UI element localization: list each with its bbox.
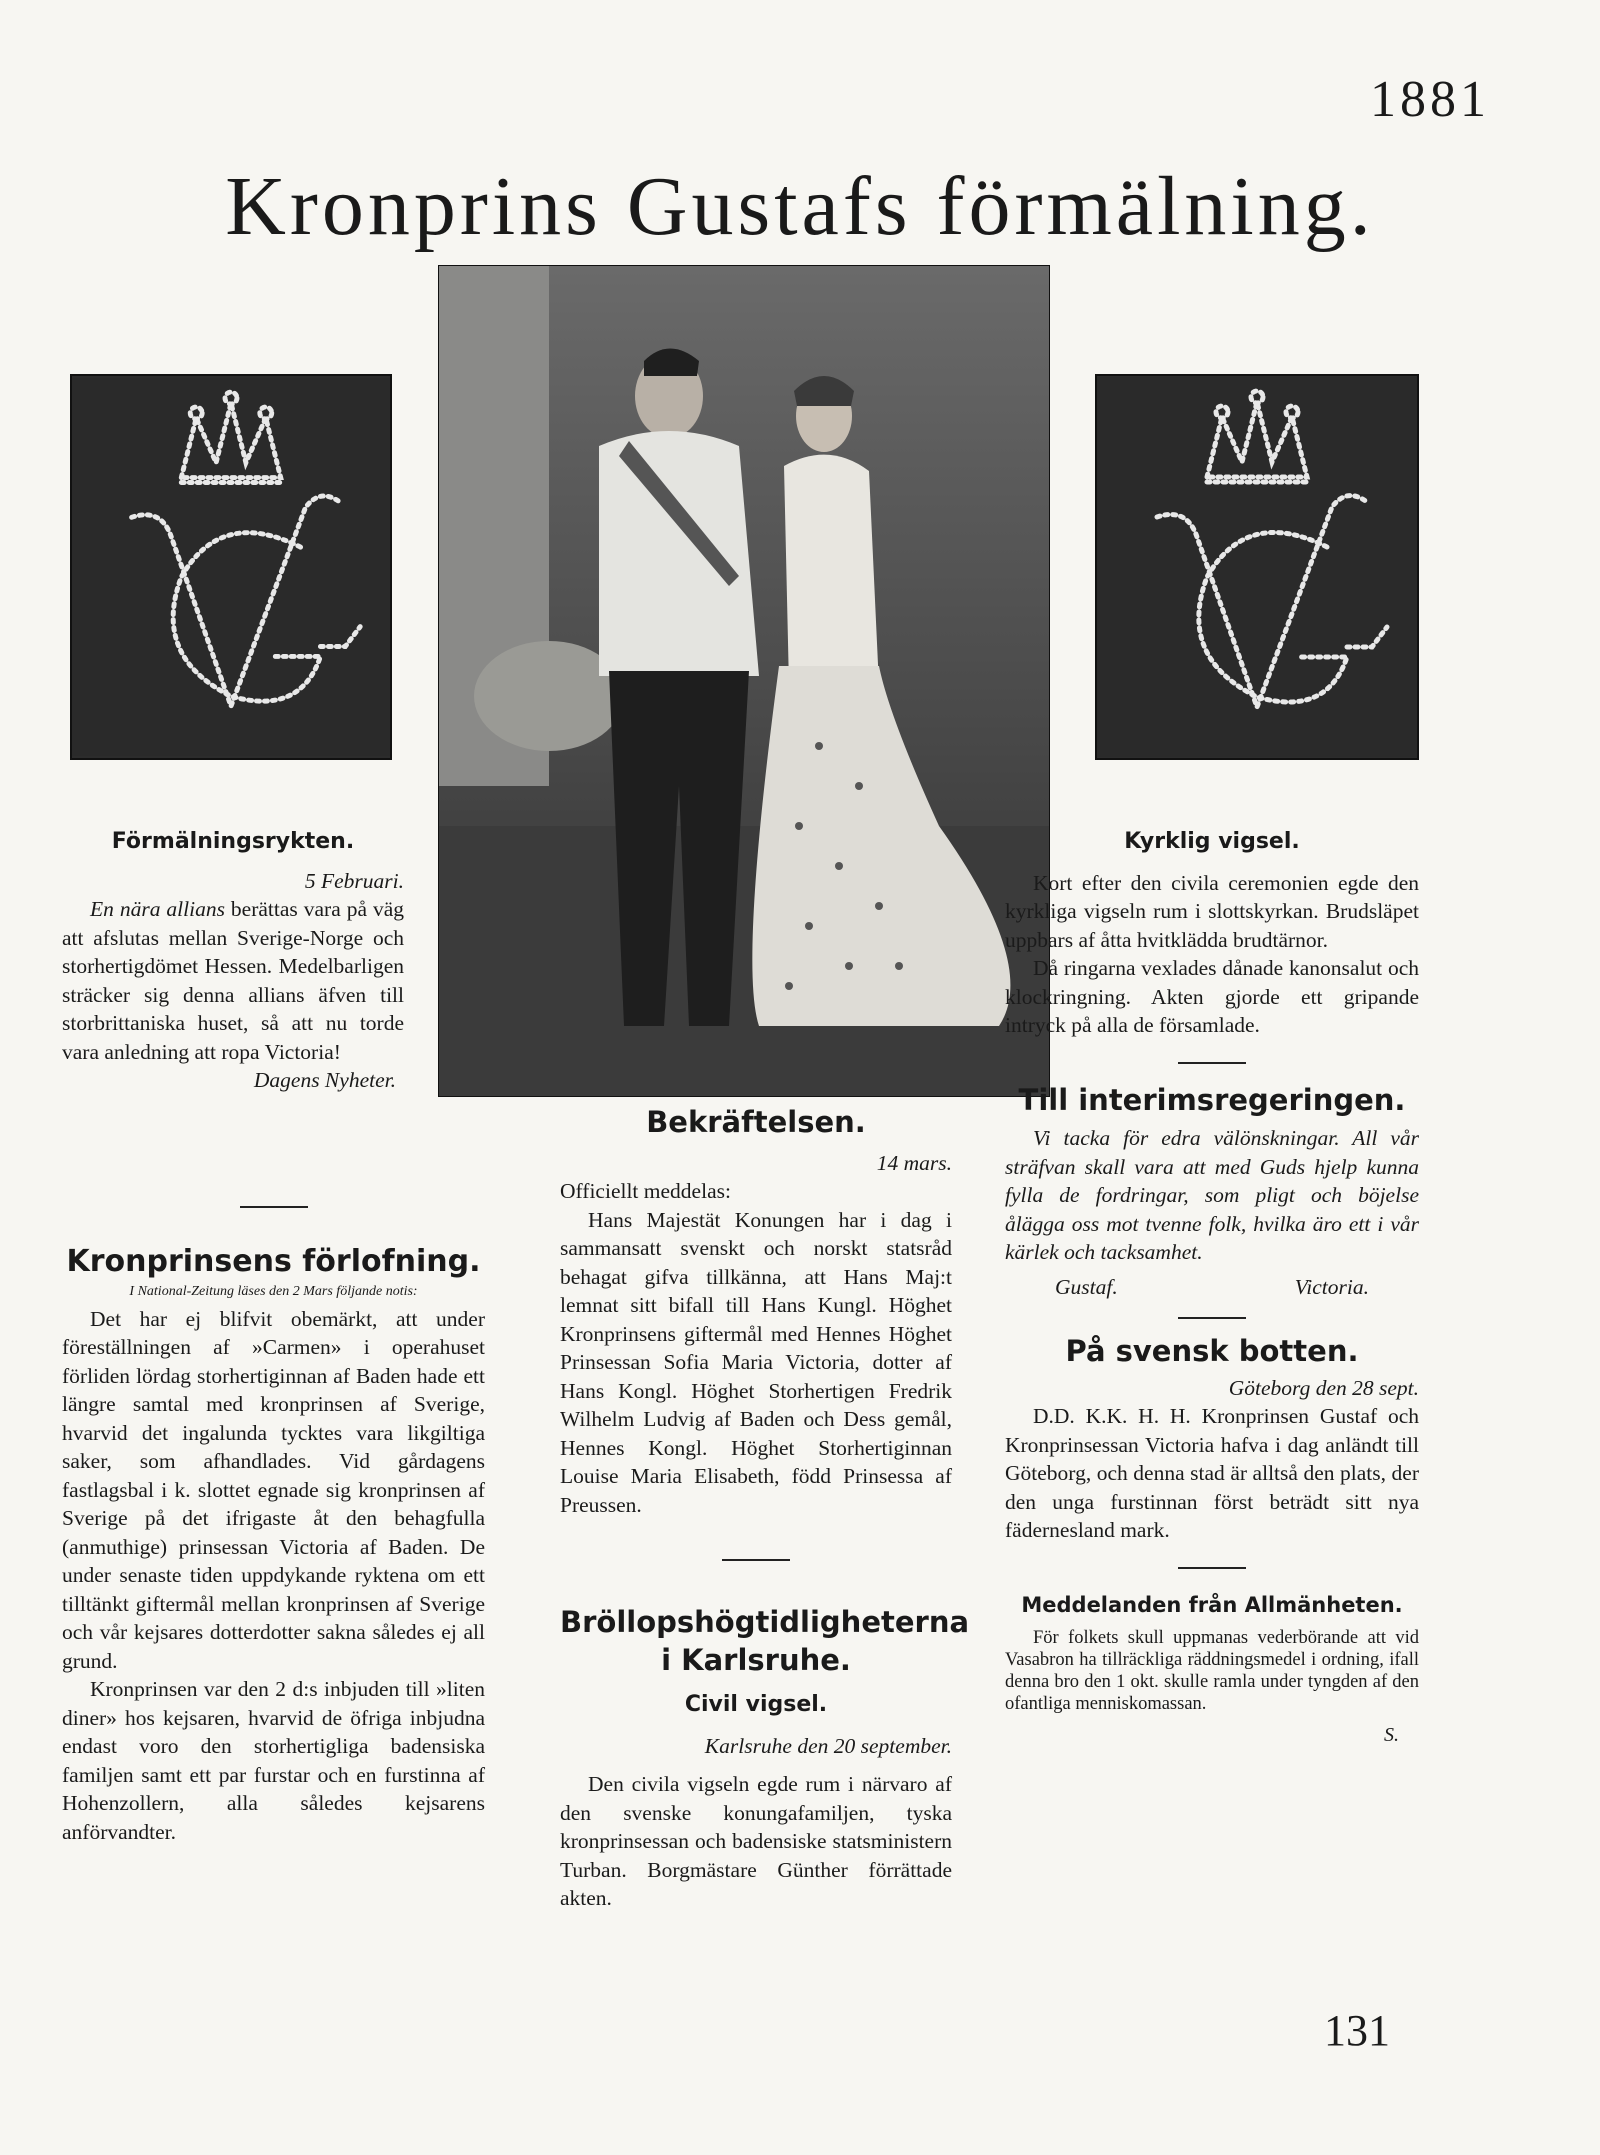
signature-row bbox=[1005, 1273, 1419, 1302]
section-heading: Förmälningsrykten. bbox=[111, 829, 355, 854]
section-heading bbox=[560, 1603, 970, 1679]
section-paragraph: D.D. K.K. H. H. Kronprinsen Gustaf och Kronprinsessan Victoria hafva i dag anländt till Göteborg, och denna stad är alltså den plats, der den unga furstinnan först beträdt sitt nya fädernesland mark. bbox=[1005, 1404, 1419, 1542]
source-attribution: Dagens Nyheter. bbox=[253, 1068, 396, 1092]
section-intro: Officiellt meddelas: bbox=[560, 1179, 731, 1203]
section-date: Göteborg den 28 sept. bbox=[1228, 1375, 1419, 1400]
section-heading: Kronprinsens förlofning. bbox=[66, 1244, 481, 1279]
section-paragraph: Kort efter den civila ceremonien egde den kyrkliga vigseln rum i slottskyrkan. Brudsläpet uppbars af åtta hvitklädda brudtärnor. bbox=[1005, 870, 1419, 952]
section-paragraph: Den civila vigseln egde rum i närvaro af den svenske konungafamiljen, tyska kronprinsessan och badensiske statsministern Turban. Borgmästare Günther förrättade akten. bbox=[560, 1772, 952, 1910]
section-paragraph: Kronprinsen var den 2 d:s inbjuden till »liten diner» hos kejsaren, hvarvid de öfriga inbjudna endast voro den storhertigliga badensiska familjen samt ett par furstar och en furstinna af Hohenzollern, alla således kejsarens anförvandter. bbox=[62, 1677, 485, 1844]
section-heading: Bekräftelsen. bbox=[646, 1105, 866, 1139]
section-divider bbox=[1178, 1062, 1246, 1064]
section-paragraph: Då ringarna vexlades dånade kanonsalut och klockringning. Akten gjorde ett gripande intryck på alla de församlade. bbox=[1005, 956, 1419, 1037]
wedding-portrait-photo bbox=[438, 265, 1050, 1097]
page-title: Kronprins Gustafs förmälning. bbox=[225, 160, 1375, 253]
section-date: 14 mars. bbox=[876, 1150, 952, 1175]
left-monogram-image bbox=[70, 374, 392, 760]
section-divider bbox=[1178, 1567, 1246, 1569]
section-heading: Meddelanden från Allmänheten. bbox=[1021, 1592, 1403, 1617]
section-paragraph: Vi tacka för edra välönskningar. All vår sträfvan skall vara att med Guds hjelp kunna fylla de fordringar, som pligt och böjelse ålägga oss mot tvenne folk, hvilka äro ett i vår kärlek och tacksamhet. bbox=[1005, 1126, 1419, 1264]
lead-phrase: En nära allians bbox=[90, 897, 225, 921]
portrait-figures-icon bbox=[439, 266, 1049, 1096]
section-heading: Kyrklig vigsel. bbox=[1124, 829, 1300, 854]
section-divider bbox=[1178, 1317, 1246, 1319]
signature-s: S. bbox=[1384, 1724, 1399, 1746]
signature-victoria: Victoria. bbox=[1294, 1274, 1369, 1299]
section-paragraph: Det har ej blifvit obemärkt, att under föreställningen af »Carmen» i operahuset förliden lördag storhertiginnan af Baden hade ett längre samtal med kronprinsen af Sverige, hvarvid det ingalunda tycktes vara likgiltiga saker, som afhandlades. Vid gårdagens fastlagsbal i k. slottet egnade sig kronprinsen af Sverige på det ifrigaste åt den behagfulla (anmuthige) prinsessan Victoria af Baden. De under senaste tiden uppdykande ryktena om ett tilltänkt giftermål mellan kronprinsen af Sverige och vår kejsares dotterdotter sakna således ej all grund. bbox=[62, 1306, 485, 1673]
section-body: berättas vara på väg att afslutas mellan Sverige-Norge och storhertigdömet Hessen. Medelbarligen sträcker sig denna allians äfven till storbrittaniska huset, så att nu torde vara anledning att ropa Victoria! bbox=[62, 897, 404, 1064]
middle-column bbox=[560, 1105, 970, 1913]
left-column-bottom bbox=[62, 1206, 485, 1846]
section-heading: Till interimsregeringen. bbox=[1018, 1082, 1406, 1117]
signature-gustaf: Gustaf. bbox=[1055, 1274, 1118, 1299]
right-monogram-image bbox=[1095, 374, 1419, 760]
crown-monogram-icon bbox=[72, 376, 390, 758]
section-subheading: Civil vigsel. bbox=[684, 1692, 828, 1717]
section-date: Karlsruhe den 20 september. bbox=[704, 1733, 952, 1758]
section-date: 5 Februari. bbox=[304, 868, 404, 893]
crown-monogram-icon bbox=[1097, 376, 1417, 758]
section-paragraph: För folkets skull uppmanas vederbörande att vid Vasabron ha tillräckliga räddningsmedel i ordning, ifall denna bro den 1 okt. skulle ramla under tyngden af den ofantliga menniskomassan. bbox=[1005, 1628, 1419, 1714]
heading-line: Bröllopshögtidligheterna bbox=[560, 1605, 970, 1639]
right-column bbox=[1005, 828, 1419, 1750]
heading-line: i Karlsruhe. bbox=[661, 1643, 851, 1677]
page-number: 131 bbox=[1324, 2006, 1390, 2055]
section-note: I National-Zeitung läses den 2 Mars följande notis: bbox=[129, 1283, 418, 1299]
year-heading: 1881 bbox=[1370, 71, 1490, 128]
section-divider bbox=[722, 1559, 790, 1561]
section-divider bbox=[240, 1206, 308, 1208]
section-heading: På svensk botten. bbox=[1065, 1334, 1359, 1368]
section-paragraph: Hans Majestät Konungen har i dag i sammansatt svenskt och norskt statsråd behagat gifva tillkänna, att Hans Maj:t lemnat sitt bifall till Hans Kungl. Höghet Kronprinsens giftermål med Hennes Höghet Prinsessan Sofia Maria Victoria, dotter af Hans Kongl. Höghet Storhertigen Fredrik Wilhelm Ludvig af Baden och Dess gemål, Hennes Kongl. Höghet Storhertiginnan Louise Maria Elisabeth, född Prinsessa af Preussen. bbox=[560, 1207, 952, 1517]
left-column-top bbox=[62, 828, 404, 1095]
